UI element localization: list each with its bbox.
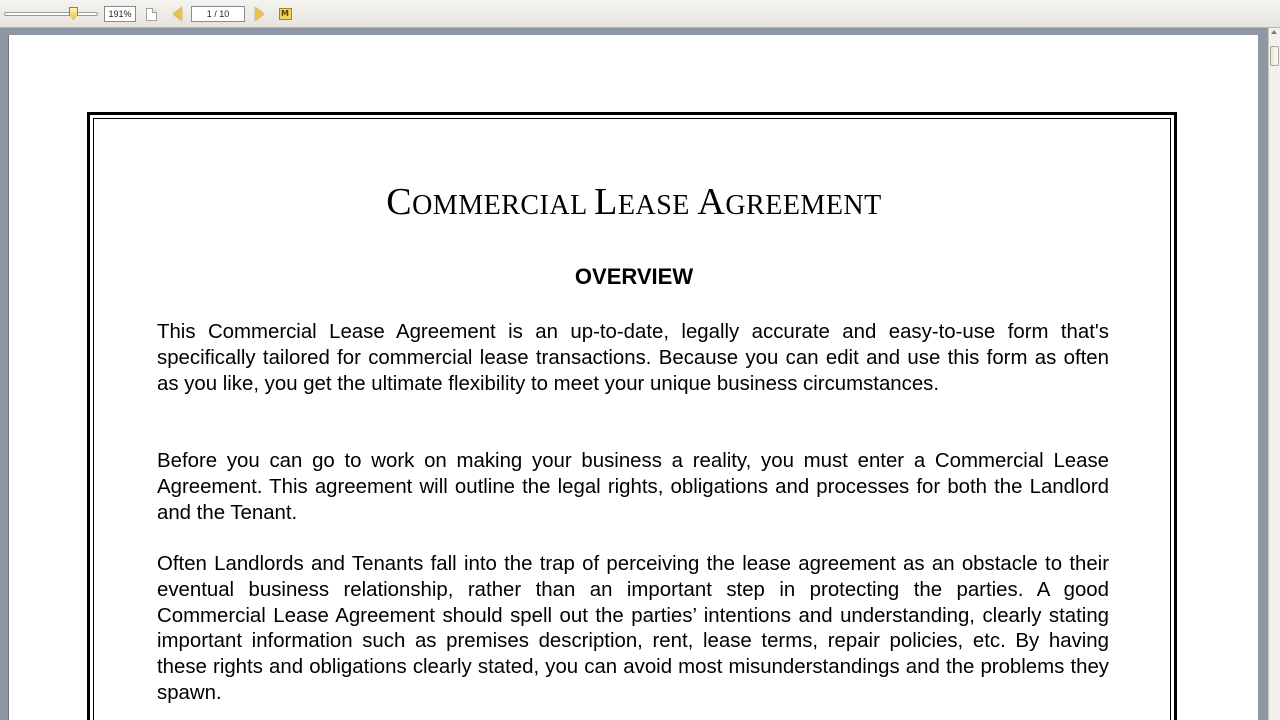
document-viewer[interactable] (0, 28, 1268, 720)
paragraph-before-you-start: Before you can go to work on making your business a reality, you must enter a Commercial Lease Agreement. This agreement will outline the legal rights, obligations and processes for both the Landlord and the Tenant. (157, 450, 1109, 524)
next-page-button[interactable] (250, 5, 268, 23)
m-icon: M (279, 8, 292, 20)
scrollbar-thumb[interactable] (1270, 46, 1279, 66)
title-word: GREEMENT (725, 190, 882, 221)
paragraph-intro: This Commercial Lease Agreement is an up-to-date, legally accurate and easy-to-use form that's specifically tailored for commercial lease transactions. Because you can edit and use this form as often as you like, you get the ultimate flexibility to meet your unique business circumstances. (157, 321, 1109, 395)
page-icon (146, 8, 157, 21)
zoom-slider-thumb[interactable] (69, 7, 78, 20)
title-word: EASE (617, 190, 698, 221)
scroll-up-arrow-icon[interactable] (1271, 30, 1277, 34)
single-page-view-button[interactable] (142, 5, 160, 23)
section-heading: OVERVIEW (574, 264, 694, 289)
arrow-left-icon (173, 7, 182, 21)
zoom-level-field[interactable]: 191% (104, 6, 136, 22)
viewer-toolbar (0, 0, 1280, 28)
paragraph-landlords-tenants: Often Landlords and Tenants fall into the trap of perceiving the lease agreement as an obstacle to their eventual business relationship, rather than an important step in protecting the parties. A good Commercial Lease Agreement should spell out the parties’ intentions and understanding, clearly stating important information such as premises description, rent, lease terms, repair policies, etc. By having these rights and obligations clearly stated, you can avoid most misunderstandings and the problems they spawn. (157, 553, 1109, 704)
title-initial: C (386, 181, 413, 223)
zoom-slider-track[interactable] (4, 12, 98, 16)
page-number-field[interactable]: 1 / 10 (191, 6, 245, 22)
previous-page-button[interactable] (168, 5, 186, 23)
document-page (8, 35, 1258, 720)
title-initial: A (697, 181, 726, 223)
vertical-scrollbar[interactable] (1268, 28, 1280, 720)
bookmark-button[interactable] (276, 5, 294, 23)
document-title (9, 180, 1259, 224)
title-word: OMMERCIAL (412, 190, 595, 221)
arrow-right-icon (255, 7, 264, 21)
title-initial: L (594, 181, 618, 223)
